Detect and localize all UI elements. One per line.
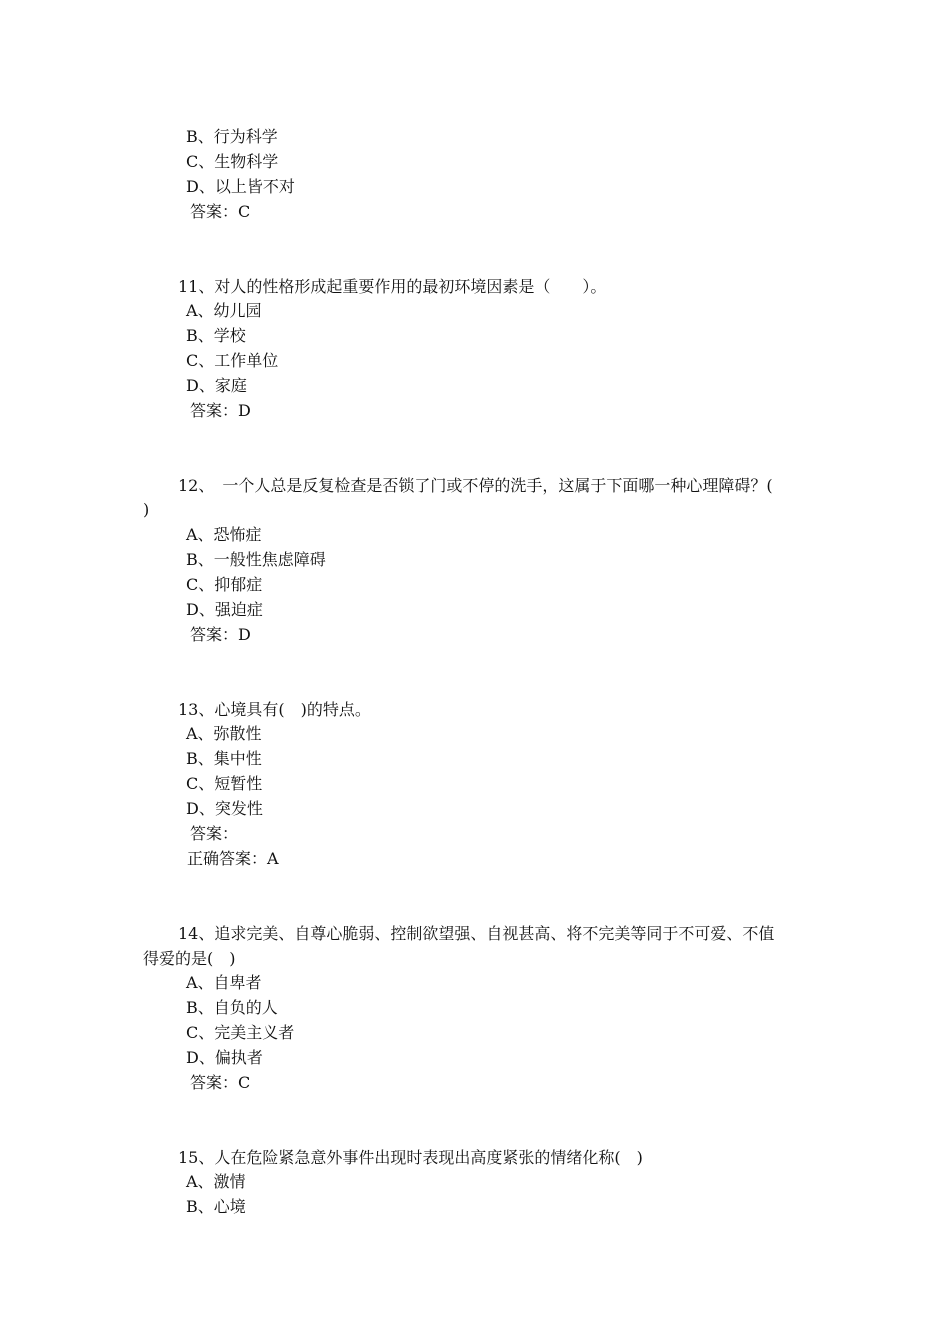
answer: 答案：	[190, 824, 239, 843]
option-b: B、集中性	[186, 749, 262, 768]
answer: 答案：D	[190, 625, 251, 644]
answer: 答案：C	[190, 1073, 251, 1092]
option-c: C、工作单位	[186, 351, 279, 370]
option-d: D、偏执者	[186, 1048, 263, 1067]
question-14-continuation: 得爱的是( )	[143, 949, 236, 968]
answer: 答案：D	[190, 401, 251, 420]
option-c: C、生物科学	[186, 152, 279, 171]
option-a: A、激情	[186, 1172, 246, 1191]
option-d: D、家庭	[186, 376, 247, 395]
option-c: C、短暂性	[186, 774, 263, 793]
option-a: A、恐怖症	[186, 525, 262, 544]
correct-answer: 正确答案：A	[187, 849, 279, 868]
option-d: D、以上皆不对	[186, 177, 295, 196]
question-11: 11、对人的性格形成起重要作用的最初环境因素是（ ）。	[178, 277, 607, 296]
question-14: 14、追求完美、自尊心脆弱、控制欲望强、自视甚高、将不完美等同于不可爱、不值	[178, 924, 775, 943]
question-12-continuation: )	[143, 500, 150, 519]
question-12: 12、 一个人总是反复检查是否锁了门或不停的洗手，这属于下面哪一种心理障碍？(	[178, 476, 773, 495]
option-d: D、突发性	[186, 799, 263, 818]
option-a: A、幼儿园	[186, 301, 262, 320]
question-15: 15、人在危险紧急意外事件出现时表现出高度紧张的情绪化称( )	[178, 1148, 643, 1167]
answer: 答案：C	[190, 202, 251, 221]
option-d: D、强迫症	[186, 600, 263, 619]
option-a: A、自卑者	[186, 973, 262, 992]
option-b: B、自负的人	[186, 998, 278, 1017]
option-b: B、行为科学	[186, 127, 278, 146]
question-13: 13、心境具有( )的特点。	[178, 700, 371, 719]
option-b: B、学校	[186, 326, 246, 345]
option-c: C、抑郁症	[186, 575, 263, 594]
option-c: C、完美主义者	[186, 1023, 295, 1042]
option-b: B、心境	[186, 1197, 246, 1216]
option-b: B、一般性焦虑障碍	[186, 550, 326, 569]
option-a: A、弥散性	[186, 724, 262, 743]
